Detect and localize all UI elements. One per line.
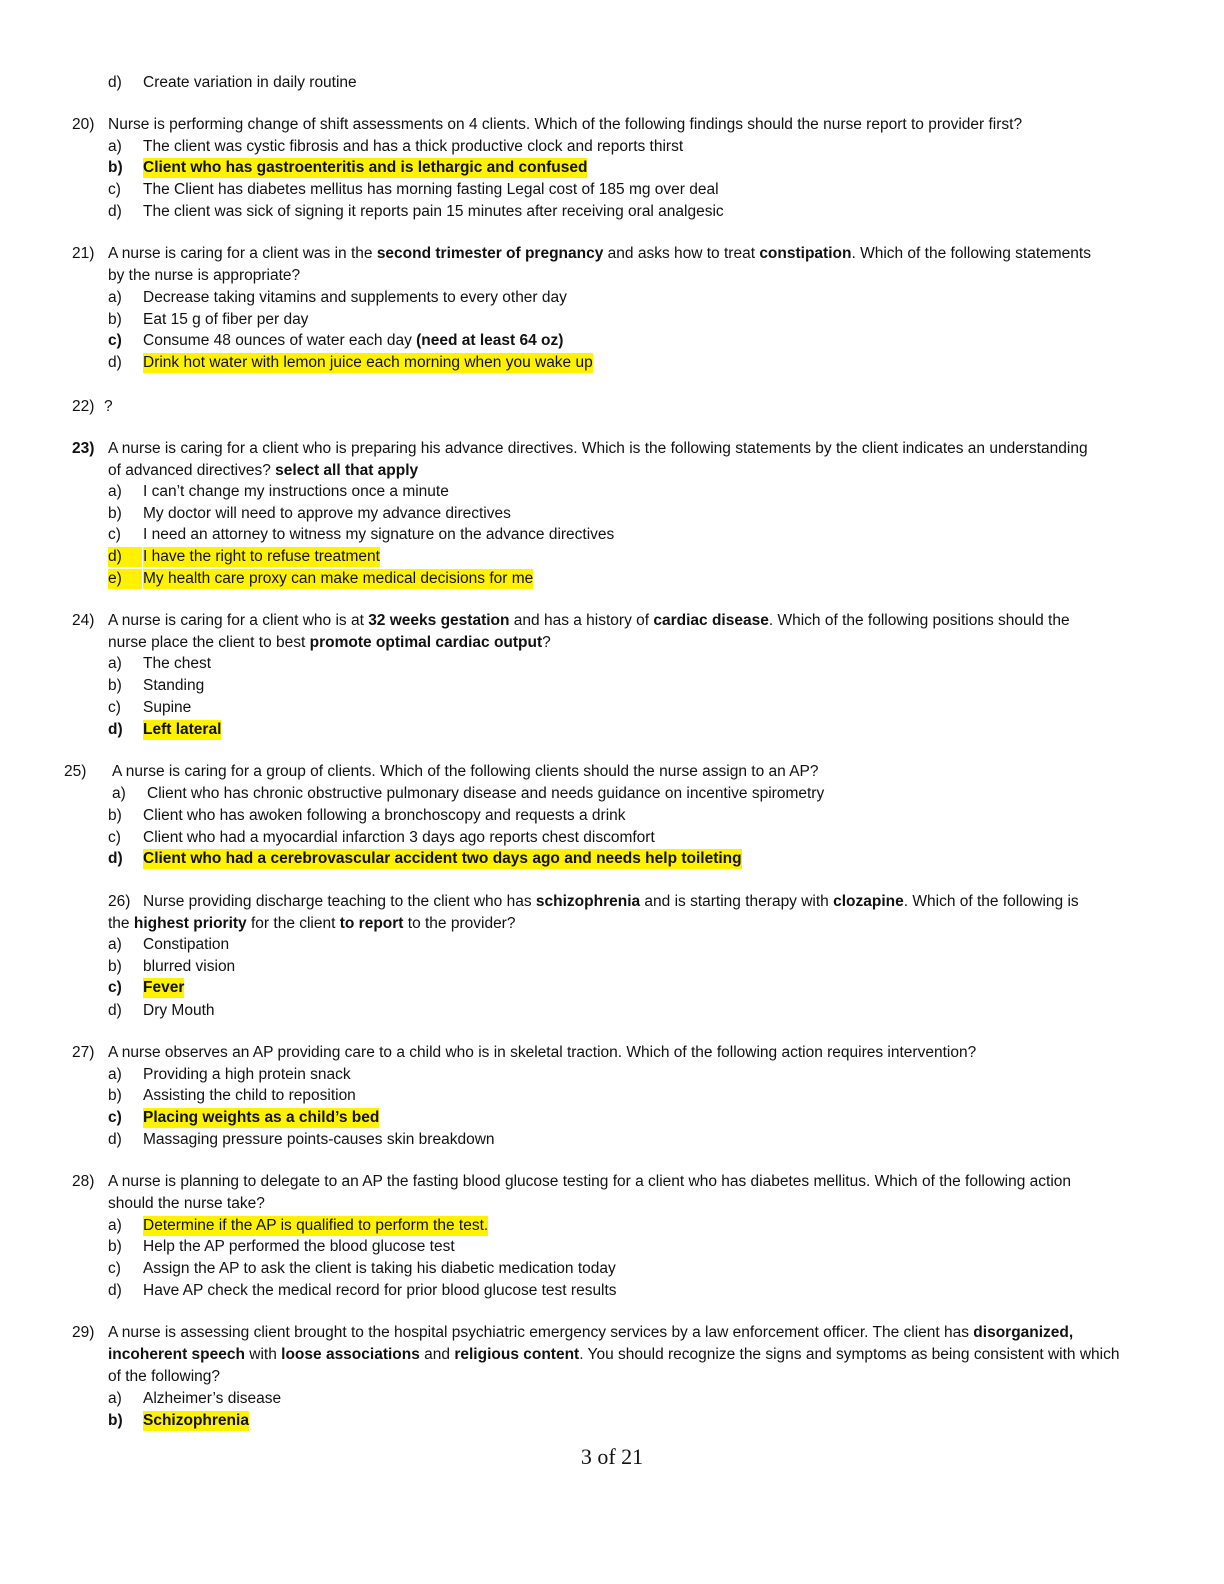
highlighted-answer: Client who has gastroenteritis and is lethargic and confused [143,159,588,176]
option-text: Dry Mouth [143,1002,215,1019]
option-label: a) [108,1217,122,1234]
question-text: incoherent speech with loose associations and religious content. You should recognize the signs and symptoms as being consistent with which [108,1346,1120,1363]
question-number: 22) [72,398,95,415]
option-text: My doctor will need to approve my advance directives [143,505,511,522]
option-text: The client was sick of signing it reports pain 15 minutes after receiving oral analgesic [143,203,724,220]
question-number: 25) [64,763,87,780]
option-label: c) [108,699,121,716]
question-text: by the nurse is appropriate? [108,267,301,284]
question-text: A nurse is caring for a group of clients. Which of the following clients should the nurse assign to an AP? [112,763,819,780]
option-label: c) [108,1260,121,1277]
option-text: Have AP check the medical record for prior blood glucose test results [143,1282,617,1299]
option-text: Client who had a myocardial infarction 3 days ago reports chest discomfort [143,829,655,846]
option-text: Client who has chronic obstructive pulmonary disease and needs guidance on incentive spirometry [147,785,825,802]
question-number: 29) [72,1324,95,1341]
option-text: Create variation in daily routine [143,74,357,91]
question-text: Nurse is performing change of shift assessments on 4 clients. Which of the following findings should the nurse report to provider first? [108,116,1023,133]
option-text: Supine [143,699,192,716]
option-text: Client who has awoken following a bronchoscopy and requests a drink [143,807,626,824]
option-text: Assisting the child to reposition [143,1087,356,1104]
option-label: a) [108,936,122,953]
option-label: d) [108,850,123,867]
question-number: 27) [72,1044,95,1061]
option-label: a) [108,1390,122,1407]
option-label: c) [108,526,121,543]
option-label: c) [108,181,121,198]
option-label: b) [108,311,122,328]
option-label: b) [108,958,122,975]
question-number: 23) [72,440,95,457]
option-text: Providing a high protein snack [143,1066,351,1083]
option-label: b) [108,1412,123,1429]
option-label: d) [108,721,123,738]
highlighted-answer: My health care proxy can make medical decisions for me [143,570,534,587]
highlighted-answer: Client who had a cerebrovascular accident two days ago and needs help toileting [143,850,742,867]
option-text: I can’t change my instructions once a minute [143,483,449,500]
option-text: Massaging pressure points-causes skin breakdown [143,1131,495,1148]
option-text: Alzheimer’s disease [143,1390,282,1407]
option-label: d) [108,1131,122,1148]
highlighted-answer: Schizophrenia [143,1412,249,1429]
option-text: Decrease taking vitamins and supplements to every other day [143,289,567,306]
option-label: b) [108,807,122,824]
question-text: should the nurse take? [108,1195,265,1212]
option-text: blurred vision [143,958,236,975]
question-text: nurse place the client to best promote optimal cardiac output? [108,634,551,651]
option-text: The Client has diabetes mellitus has morning fasting Legal cost of 185 mg over deal [143,181,719,198]
option-label: a) [108,1066,122,1083]
option-label: d) [108,1002,122,1019]
option-label: d) [108,1282,122,1299]
option-label: a) [108,655,122,672]
option-text: The client was cystic fibrosis and has a thick productive clock and reports thirst [143,138,684,155]
option-label: d) [108,203,122,220]
option-label: a) [108,483,122,500]
option-text: Standing [143,677,205,694]
option-text: Constipation [143,936,230,953]
option-text: The chest [143,655,212,672]
option-label: b) [108,159,123,176]
option-label: d) [108,74,122,91]
highlighted-answer: I have the right to refuse treatment [143,548,380,565]
question-number: 26) [108,893,131,910]
question-number: 24) [72,612,95,629]
page-number: 3 of 21 [580,1444,644,1469]
option-label: d) [108,354,122,371]
question-text: the highest priority for the client to report to the provider? [108,915,516,932]
option-label: c) [108,829,121,846]
option-label: a) [108,138,122,155]
option-label: a) [112,785,126,802]
option-text: Assign the AP to ask the client is taking his diabetic medication today [143,1260,616,1277]
question-text: A nurse is assessing client brought to the hospital psychiatric emergency services by a law enforcement officer. The client has disorganized, [108,1324,1074,1341]
question-text: ? [104,398,113,415]
option-label: b) [108,505,122,522]
option-text: Help the AP performed the blood glucose test [143,1238,455,1255]
option-label: b) [108,1238,122,1255]
option-label: c) [108,979,122,996]
question-text: A nurse is caring for a client who is preparing his advance directives. Which is the following statements by the client indicates an understanding [108,440,1088,457]
question-text: of the following? [108,1368,221,1385]
question-text: A nurse is caring for a client was in the second trimester of pregnancy and asks how to treat constipation. Which of the following statements [108,245,1091,262]
question-text: A nurse is planning to delegate to an AP the fasting blood glucose testing for a client who has diabetes mellitus. Which of the following action [108,1173,1072,1190]
highlighted-answer: Fever [143,979,185,996]
question-text: Nurse providing discharge teaching to the client who has schizophrenia and is starting therapy with clozapine. Which of the following is [143,893,1079,910]
option-label: c) [108,332,122,349]
option-text: Eat 15 g of fiber per day [143,311,309,328]
highlighted-answer: Placing weights as a child’s bed [143,1109,380,1126]
option-label: d) [108,547,142,567]
option-text: I need an attorney to witness my signature on the advance directives [143,526,615,543]
option-label: b) [108,677,122,694]
question-text: of advanced directives? select all that apply [108,462,419,479]
option-label: a) [108,289,122,306]
highlighted-answer: Left lateral [143,721,222,738]
question-number: 28) [72,1173,95,1190]
option-text: Consume 48 ounces of water each day (need at least 64 oz) [143,332,564,349]
highlighted-answer: Determine if the AP is qualified to perform the test. [143,1217,489,1234]
question-number: 21) [72,245,95,262]
option-label: c) [108,1109,122,1126]
question-text: A nurse observes an AP providing care to a child who is in skeletal traction. Which of the following action requires intervention? [108,1044,977,1061]
question-text: A nurse is caring for a client who is at 32 weeks gestation and has a history of cardiac disease. Which of the following positions should the [108,612,1070,629]
highlighted-answer: Drink hot water with lemon juice each morning when you wake up [143,354,593,371]
option-label: e) [108,569,142,589]
option-label: b) [108,1087,122,1104]
question-number: 20) [72,116,95,133]
